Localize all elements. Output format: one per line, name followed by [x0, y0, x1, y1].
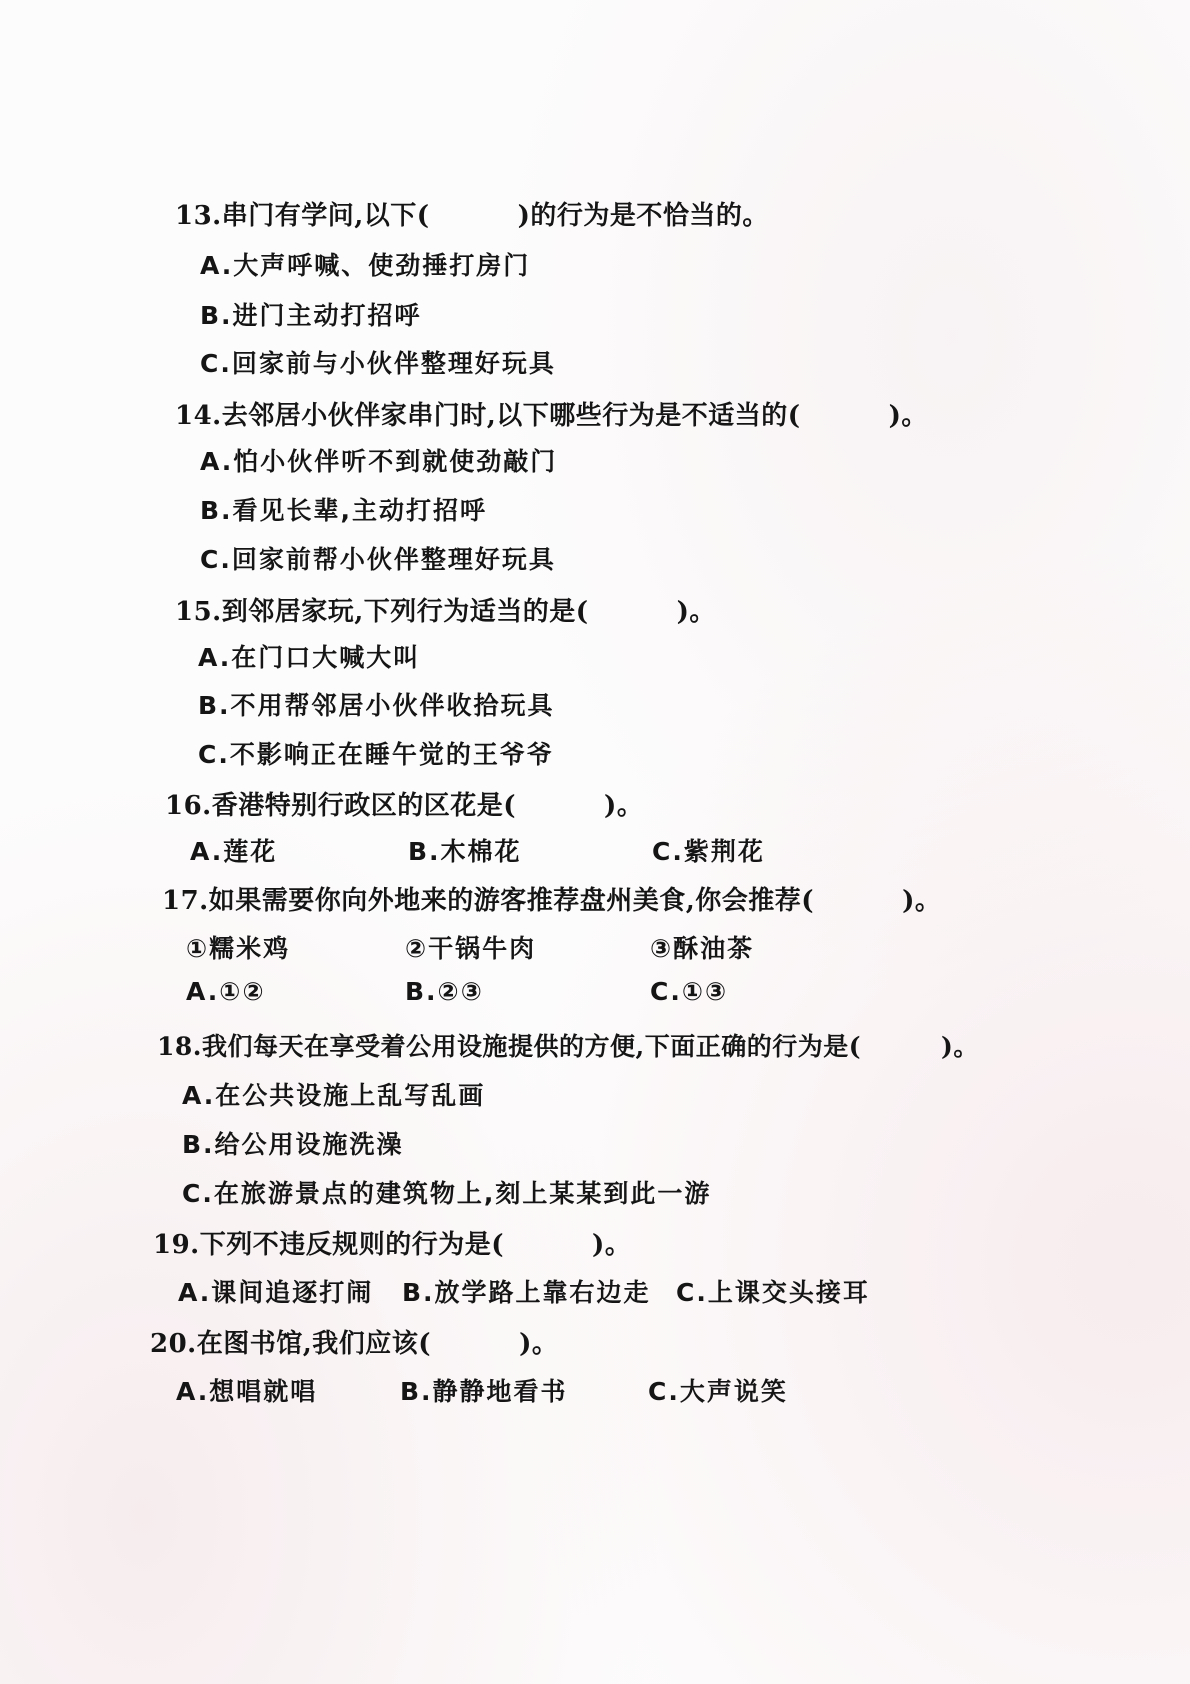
question-14-stem: 14.去邻居小伙伴家串门时,以下哪些行为是不适当的( — [175, 401, 801, 431]
question-15-stem: 15.到邻居家玩,下列行为适当的是( — [175, 597, 589, 627]
question-20-option-a: A.想唱就唱 — [176, 1377, 318, 1406]
question-17-option-a: A.①② — [186, 977, 266, 1006]
question-15-option-b: B.不用帮邻居小伙伴收拾玩具 — [198, 691, 555, 720]
question-20-stem-end: )。 — [519, 1329, 559, 1359]
question-13-stem: 13.串门有学问,以下( — [175, 201, 430, 231]
question-19-option-c: C.上课交头接耳 — [676, 1278, 870, 1307]
question-14-stem-end: )。 — [888, 401, 928, 431]
question-17-item-2: ②干锅牛肉 — [405, 934, 537, 963]
question-17 — [162, 880, 941, 917]
question-15 — [175, 591, 716, 628]
question-18-stem: 18.我们每天在享受着公用设施提供的方便,下面正确的行为是( — [157, 1032, 862, 1061]
question-15-option-c: C.不影响正在睡午觉的王爷爷 — [198, 740, 554, 769]
question-19-option-b: B.放学路上靠右边走 — [402, 1278, 651, 1307]
question-18-option-c: C.在旅游景点的建筑物上,刻上某某到此一游 — [182, 1179, 712, 1208]
question-17-item-3: ③酥油茶 — [650, 934, 755, 963]
question-14-option-a: A.怕小伙伴听不到就使劲敲门 — [200, 447, 558, 476]
question-20-option-b: B.静静地看书 — [400, 1377, 568, 1406]
question-20 — [150, 1323, 558, 1360]
question-17-stem-end: )。 — [902, 886, 942, 916]
question-15-option-a: A.在门口大喊大叫 — [198, 643, 421, 672]
question-13-option-c: C.回家前与小伙伴整理好玩具 — [200, 349, 556, 378]
question-18-option-b: B.给公用设施洗澡 — [182, 1130, 404, 1159]
question-16-option-c: C.紫荆花 — [652, 837, 765, 866]
question-16-stem: 16.香港特别行政区的区花是( — [165, 791, 517, 821]
question-14 — [175, 395, 928, 432]
question-13-option-b: B.进门主动打招呼 — [200, 301, 422, 330]
question-20-option-c: C.大声说笑 — [648, 1377, 788, 1406]
question-14-option-c: C.回家前帮小伙伴整理好玩具 — [200, 545, 556, 574]
question-20-stem: 20.在图书馆,我们应该( — [150, 1329, 432, 1359]
question-16-option-a: A.莲花 — [190, 837, 278, 866]
question-14-option-b: B.看见长辈,主动打招呼 — [200, 496, 488, 525]
question-15-stem-end: )。 — [676, 597, 716, 627]
question-19 — [153, 1224, 631, 1261]
question-17-item-1: ①糯米鸡 — [186, 934, 291, 963]
question-18-option-a: A.在公共设施上乱写乱画 — [182, 1081, 486, 1110]
question-19-stem: 19.下列不违反规则的行为是( — [153, 1230, 505, 1260]
question-17-option-b: B.②③ — [405, 977, 484, 1006]
question-16-option-b: B.木棉花 — [408, 837, 522, 866]
question-16-stem-end: )。 — [604, 791, 644, 821]
question-17-stem: 17.如果需要你向外地来的游客推荐盘州美食,你会推荐( — [162, 886, 815, 916]
question-13-stem-end: )的行为是不恰当的。 — [517, 201, 769, 231]
question-13-option-a: A.大声呼喊、使劲捶打房门 — [200, 251, 531, 280]
question-17-option-c: C.①③ — [650, 977, 729, 1006]
question-18-stem-end: )。 — [941, 1032, 979, 1061]
question-19-stem-end: )。 — [592, 1230, 632, 1260]
question-19-option-a: A.课间追逐打闹 — [178, 1278, 374, 1307]
question-18 — [157, 1027, 979, 1063]
question-13 — [175, 195, 769, 232]
question-16 — [165, 785, 643, 822]
